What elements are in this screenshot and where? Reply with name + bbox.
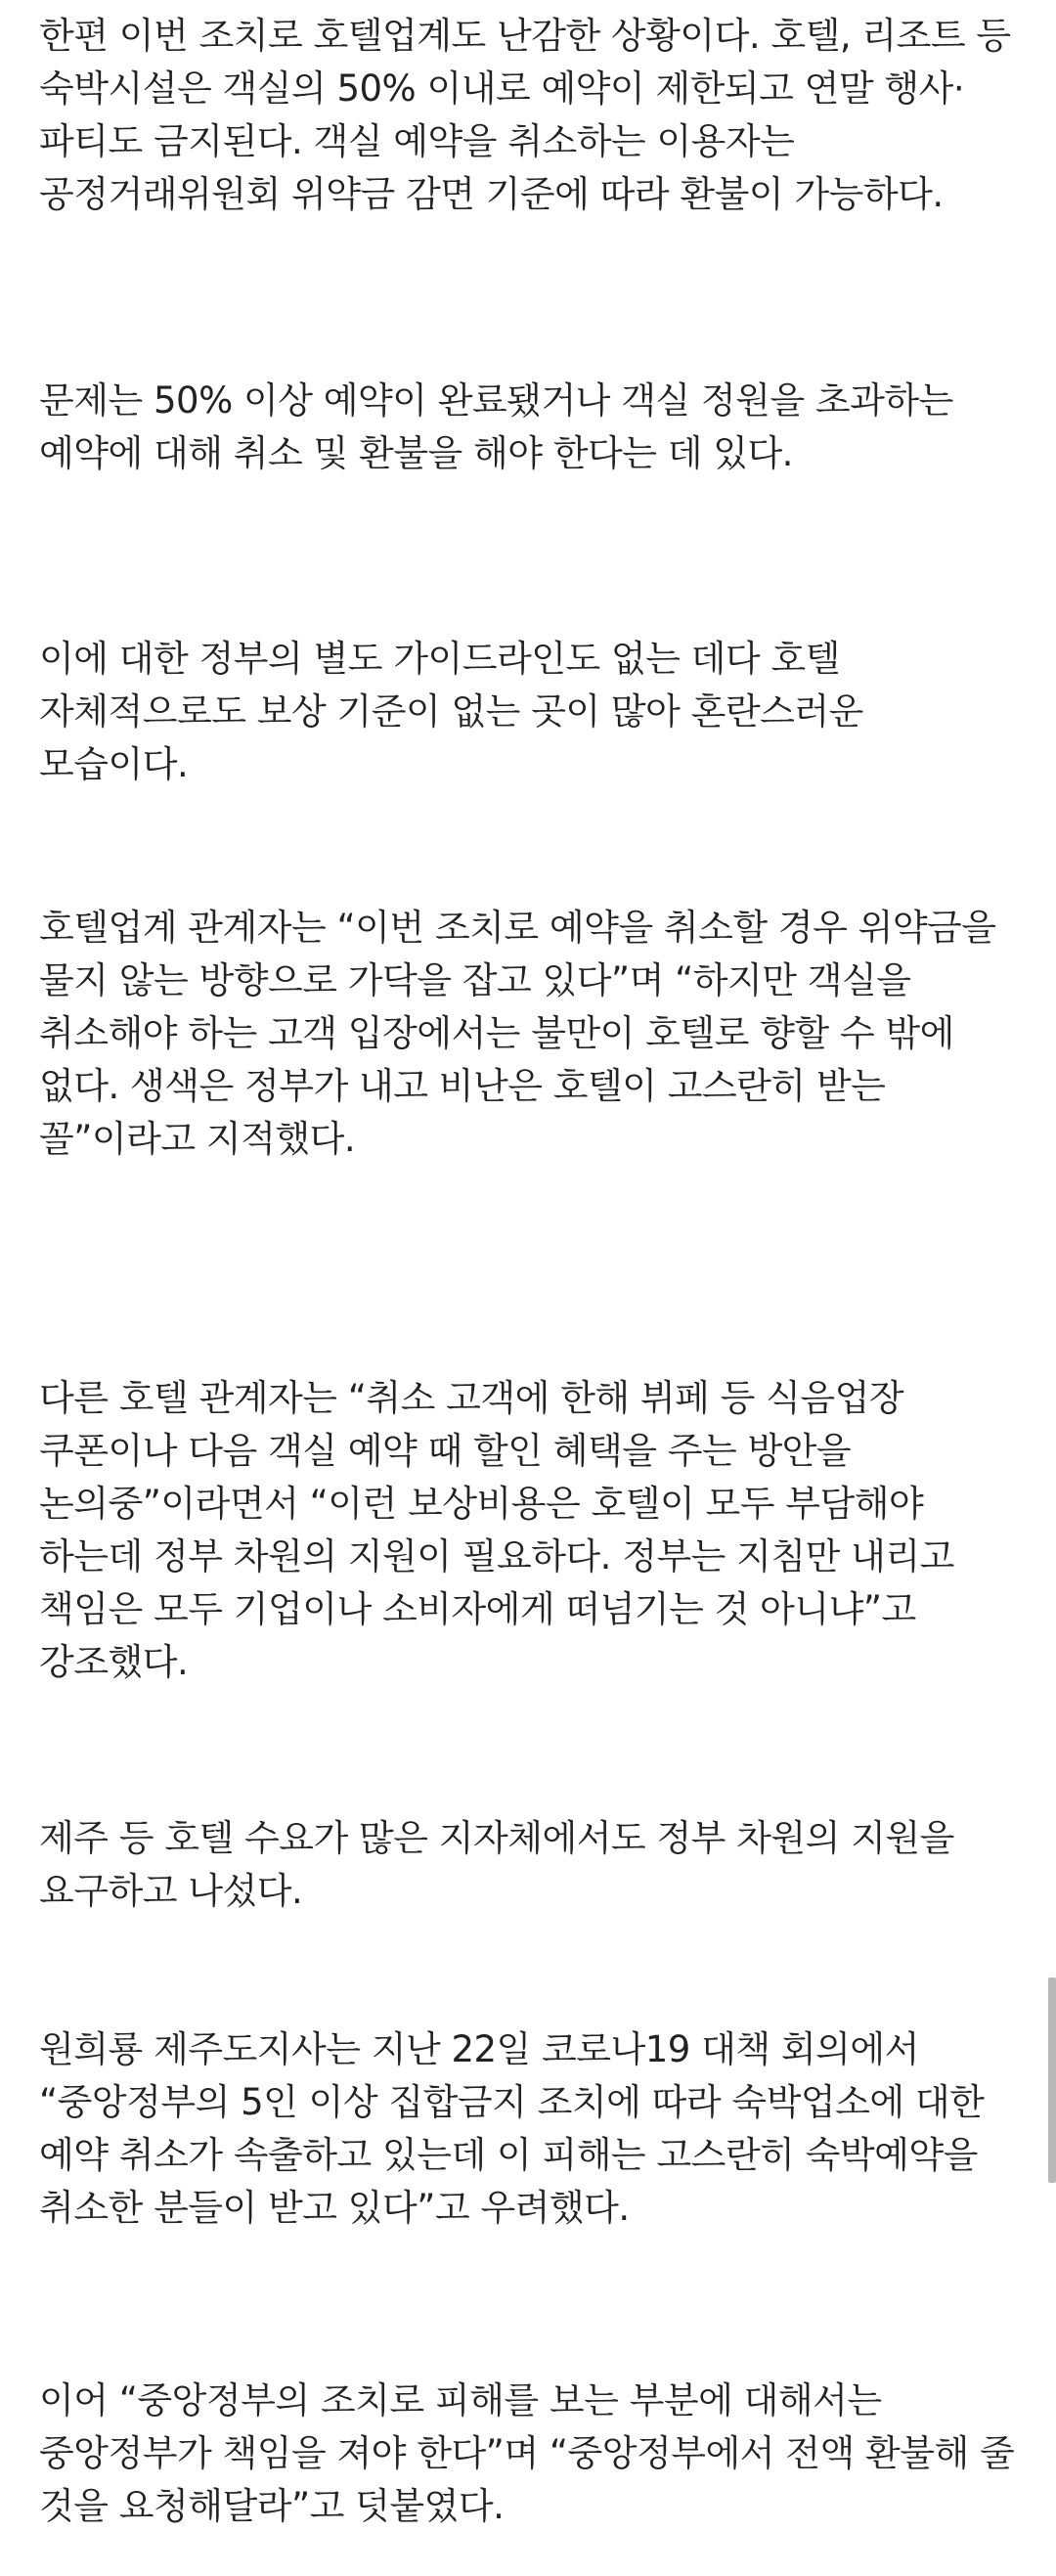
scrollbar-thumb[interactable] — [1048, 1977, 1056, 2183]
paragraph-6: 제주 등 호텔 수요가 많은 지자체에서도 정부 차원의 지원을 요구하고 나섰다. — [39, 1817, 954, 1912]
paragraph-7: 원희룡 제주도지사는 지난 22일 코로나19 대책 회의에서 “중앙정부의 5인 이상 집합금지 조치에 따라 숙박업소에 대한 예약 취소가 속출하고 있는데 이 피해는 고스란히 숙박예약을 취소한 분들이 받고 있다”고 우려했다. — [39, 2028, 985, 2229]
paragraph-5: 다른 호텔 관계자는 “취소 고객에 한해 뷔페 등 식음업장 쿠폰이나 다음 객실 예약 때 할인 혜택을 주는 방안을 논의중”이라면서 “이런 보상비용은 호텔이 모두 부담해야 하는데 정부 차원의 지원이 필요하다. 정부는 지침만 내리고 책임은 모두 기업이나 소비자에게 떠넘기는 것 아니냐”고 강조했다. — [39, 1377, 954, 1683]
paragraph-3: 이에 대한 정부의 별도 가이드라인도 없는 데다 호텔 자체적으로도 보상 기준이 없는 곳이 많아 혼란스러운 모습이다. — [39, 638, 863, 785]
paragraph-2: 문제는 50% 이상 예약이 완료됐거나 객실 정원을 초과하는 예약에 대해 취소 및 환불을 해야 한다는 데 있다. — [39, 379, 953, 474]
paragraph-1: 한편 이번 조치로 호텔업계도 난감한 상황이다. 호텔, 리조트 등 숙박시설은 객실의 50% 이내로 예약이 제한되고 연말 행사·파티도 금지된다. 객실 예약을 취소하는 이용자는 공정거래위원회 위약금 감면 기준에 따라 환불이 가능하다. — [39, 15, 1011, 215]
paragraph-8: 이어 “중앙정부의 조치로 피해를 보는 부분에 대해서는 중앙정부가 책임을 져야 한다”며 “중앙정부에서 전액 환불해 줄 것을 요청해달라”고 덧붙였다. — [39, 2379, 1015, 2527]
paragraph-4: 호텔업계 관계자는 “이번 조치로 예약을 취소할 경우 위약금을 물지 않는 방향으로 가닥을 잡고 있다”며 “하지만 객실을 취소해야 하는 고객 입장에서는 불만이 호텔로 향할 수 밖에 없다. 생색은 정부가 내고 비난은 호텔이 고스란히 받는 꼴”이라고 지적했다. — [39, 907, 996, 1160]
